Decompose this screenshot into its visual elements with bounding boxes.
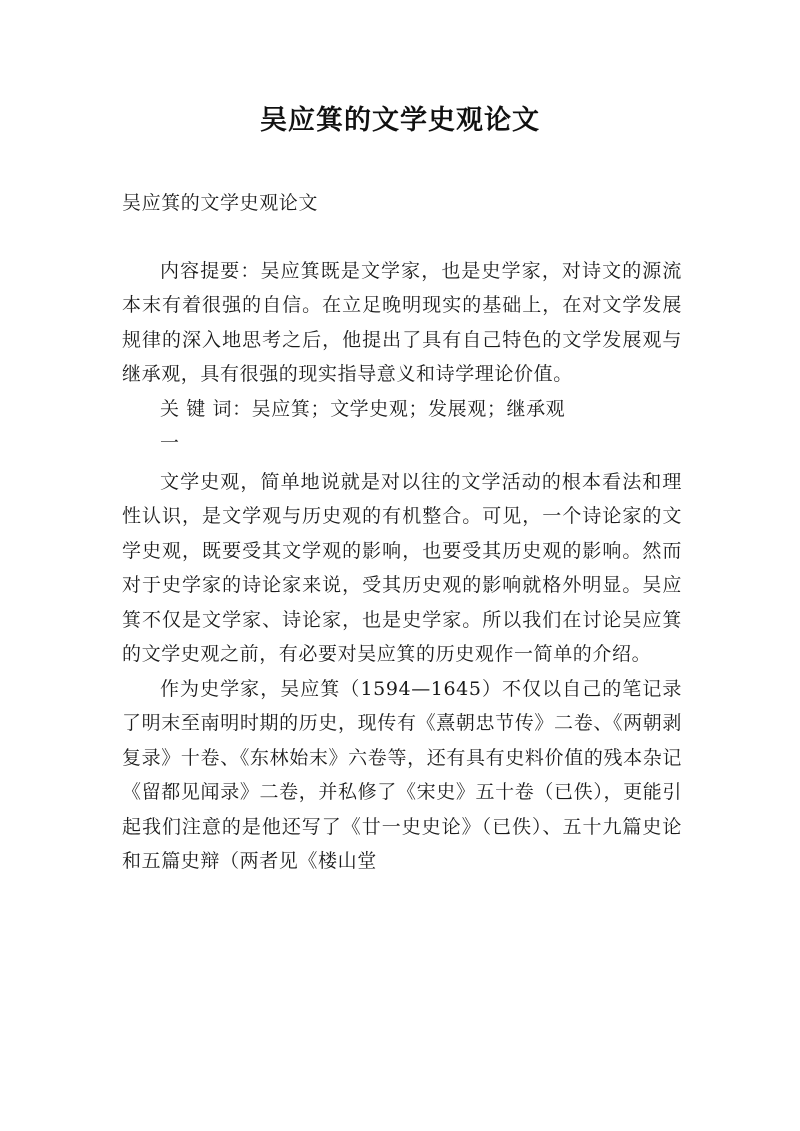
body-paragraph-1: 文学史观，简单地说就是对以往的文学活动的根本看法和理性认识，是文学观与历史观的有机整合。可见，一个诗论家的文学史观，既要受其文学观的影响，也要受其历史观的影响。然而对于史学家的诗论家来说，受其历史观的影响就格外明显。吴应箕不仅是文学家、诗论家，也是史学家。所以我们在讨论吴应箕的文学史观之前，有必要对吴应箕的历史观作一简单的介绍。 <box>122 470 682 665</box>
section-number: 一 <box>160 432 180 454</box>
document-body <box>122 186 682 879</box>
keywords-line: 关 键 词：吴应箕；文学史观；发展观；继承观 <box>160 397 566 420</box>
body-paragraph-2: 作为史学家，吴应箕（1594—1645）不仅以自己的笔记录了明末至南明时期的历史，现传有《熹朝忠节传》二卷、《两朝剥复录》十卷、《东林始末》六卷等，还有具有史料价值的残本杂记《留都见闻录》二卷，并私修了《宋史》五十卷（已佚），更能引起我们注意的是他还写了《廿一史史论》（已佚）、五十九篇史论和五篇史辩（两者见《楼山堂 <box>122 677 682 872</box>
document-title: 吴应箕的文学史观论文 <box>260 105 540 136</box>
document-subtitle: 吴应箕的文学史观论文 <box>122 192 319 214</box>
abstract-paragraph: 内容提要：吴应箕既是文学家，也是史学家，对诗文的源流本末有着很强的自信。在立足晚明现实的基础上，在对文学发展规律的深入地思考之后，他提出了具有自己特色的文学发展观与继承观，具有很强的现实指导意义和诗学理论价值。 <box>122 259 682 385</box>
